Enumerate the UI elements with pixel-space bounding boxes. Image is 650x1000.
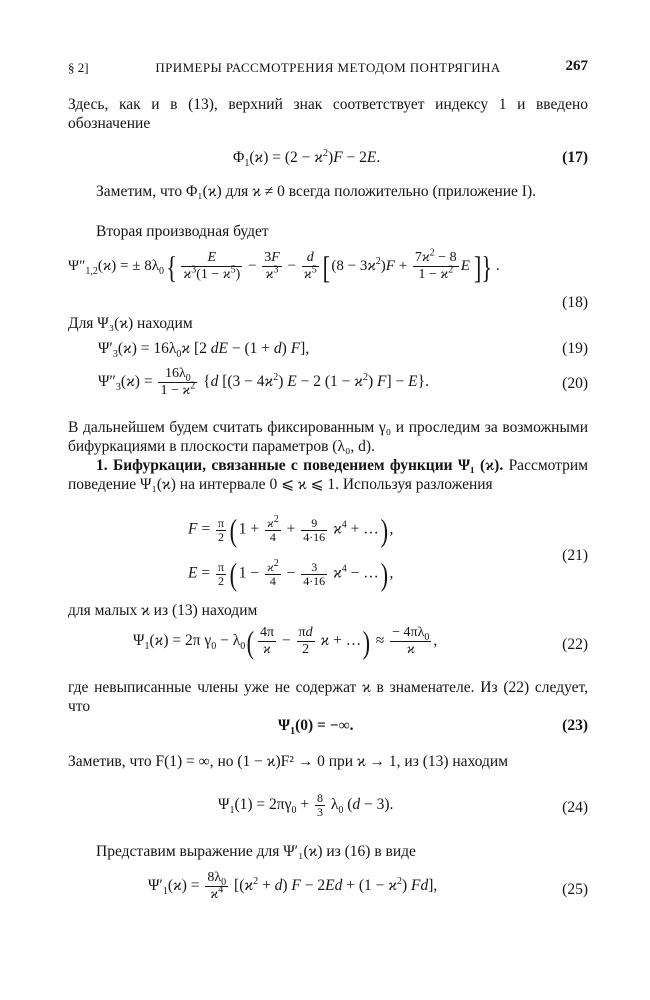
equation-number-24: (24) <box>562 799 588 816</box>
equation-number-20: (20) <box>562 375 588 392</box>
paragraph-4: Для Ψ₃(ϰ) находим <box>68 315 193 332</box>
equation-number-18: (18) <box>562 294 588 311</box>
running-header <box>68 58 588 78</box>
paragraph-7: для малых ϰ из (13) находим <box>68 602 258 619</box>
header-title: ПРИМЕРЫ РАССМОТРЕНИЯ МЕТОДОМ ПОНТРЯГИНА <box>155 60 501 75</box>
paragraph-6 <box>68 456 588 494</box>
equation-20: $\Psi''_3(ϰ)$ = $\frac{16\lambda_0}{1 - ϰ^2}$ {d [$(3 - 4ϰ^2)$ E − 2 $(1 - ϰ^2)$ F] − E}. (20) <box>98 366 588 398</box>
equation-number-19: (19) <box>562 340 588 357</box>
equation-number-25: (25) <box>562 881 588 898</box>
header-section: § 2] <box>68 60 89 75</box>
book-page: § 2] ПРИМЕРЫ РАССМОТРЕНИЯ МЕТОДОМ ПОНТРЯГИНА 267 Здесь, как и в (13), верхний знак соответствует индексу 1 и введено обозначение $\Phi_1(ϰ) = (2 - ϰ^2)F - 2E$. (17) Заметим, что Φ₁(ϰ) для ϰ ≠ 0 всегда положительно (приложение I). Вторая производная будет $\Psi''_{1,2}(ϰ)$ = ± $8\lambda_0${ $\frac{E}{ϰ^3(1 - ϰ^5)}$ − $\frac{3F}{ϰ^3}$ − $\frac{d}{ϰ^5}$ [ $(8 - 3ϰ^2)F$ + $\frac{7ϰ^2 - 8}{1 - ϰ^2}$ E ]} . (18) Для Ψ₃(ϰ) находим $\Psi'_3(ϰ) = 16\lambda_0ϰ$ [2 dE − (1 + d) F], (19) $\Psi''_3(ϰ)$ = $\frac{16\lambda_0}{1 - ϰ^2}$ {d [$(3 - 4ϰ^2)$ E − 2 $(1 - ϰ^2)$ F] − E}. (20) В дальнейшем будем считать фиксированным γ₀ и проследим за возможными бифуркациями в плоскости параметров (λ₀, d). 1. Бифуркации, связанные с поведением функции Ψ₁ (ϰ). Рассмотрим поведение Ψ₁(ϰ) на интервале 0 ⩽ ϰ ⩽ 1. Используя разложения F = $\frac{\pi}{2}$ ( 1 + $\frac{ϰ^2}{4}$ + $\frac{9}{4\cdot 16}$ $ϰ^4$ + …) , E = $\frac{\pi}{2}$ ( 1 − $\frac{ϰ^2}{4}$ − $\frac{3}{4\cdot 16}$ $ϰ^4$ − …) , (21) для малых ϰ из (13) находим $\Psi_1(ϰ) = 2\pi$ $\gamma_0 - \lambda_0$( $\frac{4\pi}{ϰ}$ − $\frac{\pi d}{2}$ ϰ + …) ≈ $\frac{- 4\pi\lambda_0}{ϰ}$ , (22) где невыписанные члены уже не содержат ϰ в знаменателе. Из (22) следует, что $\Psi_1(0)$ = −∞. (23) Заметив, что F(1) = ∞, но (1 − ϰ)F² → 0 при ϰ → 1, из (13) находим $\Psi_1(1) = 2\pi\gamma_0$ + $\frac{8}{3}$ $\lambda_0$ (d − 3). (24) Представим выражение для Ψ′₁(ϰ) из (16) в виде $\Psi'_1(ϰ)$ = $\frac{8\lambda_0}{ϰ^4}$ [$(ϰ^2 + d) F - 2Ed + (1 - ϰ^2)$ Fd], (25) <box>68 0 588 1000</box>
paragraph-5: В дальнейшем будем считать фиксированным γ₀ и проследим за возможными бифуркациями в плоскости параметров (λ₀, d). <box>68 419 588 455</box>
paragraph-1: Здесь, как и в (13), верхний знак соответствует индексу 1 и введено обозначение <box>68 96 588 132</box>
equation-21: F = $\frac{\pi}{2}$ ( 1 + $\frac{ϰ^2}{4}$ + $\frac{9}{4\cdot 16}$ $ϰ^4$ + …) , E = $\frac{\pi}{2}$ ( 1 − $\frac{ϰ^2}{4}$ − $\frac{3}{4\cdot 16}$ $ϰ^4$ − …) , (21) <box>188 512 588 592</box>
equation-number-23: (23) <box>562 717 588 734</box>
paragraph-3: Вторая производная будет <box>96 223 269 240</box>
page-number: 267 <box>565 58 588 74</box>
equation-number-22: (22) <box>562 636 588 653</box>
paragraph-6-body: Рассмотрим поведение Ψ₁(ϰ) на интервале 0 ⩽ ϰ ⩽ 1. Используя разложения <box>68 457 588 493</box>
paragraph-8: где невыписанные члены уже не содержат ϰ в знаменателе. Из (22) следует, что <box>68 679 588 715</box>
equation-number-17: (17) <box>562 149 588 166</box>
subsection-heading: 1. Бифуркации, связанные с поведением функции Ψ₁ (ϰ). <box>96 457 504 474</box>
equation-number-21: (21) <box>562 547 588 564</box>
equation-24: $\Psi_1(1) = 2\pi\gamma_0$ + $\frac{8}{3}$ $\lambda_0$ (d − 3). (24) <box>218 791 588 819</box>
equation-18: $\Psi''_{1,2}(ϰ)$ = ± $8\lambda_0${ $\frac{E}{ϰ^3(1 - ϰ^5)}$ − $\frac{3F}{ϰ^3}$ − $\frac{d}{ϰ^5}$ [ $(8 - 3ϰ^2)F$ + $\frac{7ϰ^2 - 8}{1 - ϰ^2}$ E ]} . <box>68 247 500 285</box>
equation-25: $\Psi'_1(ϰ)$ = $\frac{8\lambda_0}{ϰ^4}$ [$(ϰ^2 + d) F - 2Ed + (1 - ϰ^2)$ Fd], (25) <box>148 870 588 902</box>
paragraph-9: Заметив, что F(1) = ∞, но (1 − ϰ)F² → 0 при ϰ → 1, из (13) находим <box>68 753 509 770</box>
equation-22: $\Psi_1(ϰ) = 2\pi$ $\gamma_0 - \lambda_0$( $\frac{4\pi}{ϰ}$ − $\frac{\pi d}{2}$ ϰ + …) ≈ $\frac{- 4\pi\lambda_0}{ϰ}$ , (22) <box>133 623 588 660</box>
paragraph-10: Представим выражение для Ψ′₁(ϰ) из (16) в виде <box>96 843 416 860</box>
paragraph-2: Заметим, что Φ₁(ϰ) для ϰ ≠ 0 всегда положительно (приложение I). <box>96 183 537 200</box>
